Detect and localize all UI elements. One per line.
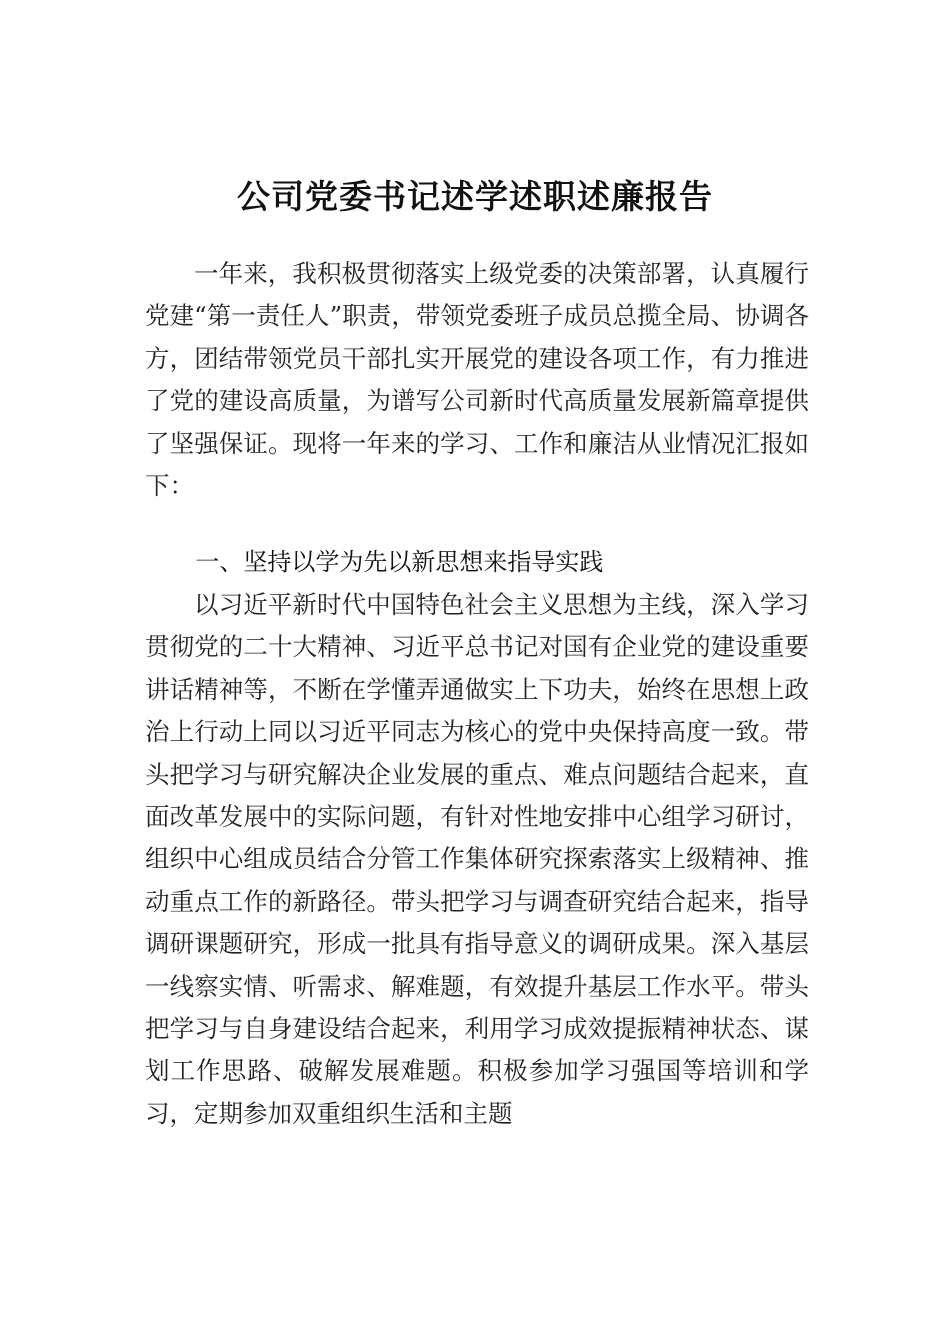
document-title: 公司党委书记述学述职述廉报告 bbox=[237, 177, 713, 216]
section-1-paragraph: 以习近平新时代中国特色社会主义思想为主线，深入学习贯彻党的二十大精神、习近平总书记对国有企业党的建设重要讲话精神等，不断在学懂弄通做实上下功夫，始终在思想上政治上行动上同以习近平同志为核心的党中央保持高度一致。带头把学习与研究解决企业发展的重点、难点问题结合起来，直面改革发展中的实际问题，有针对性地安排中心组学习研讨，组织中心组成员结合分管工作集体研究探索落实上级精神、推动重点工作的新路径。带头把学习与调查研究结合起来，指导调研课题研究，形成一批具有指导意义的调研成果。深入基层一线察实情、听需求、解难题，有效提升基层工作水平。带头把学习与自身建设结合起来，利用学习成效提振精神状态、谋划工作思路、破解发展难题。积极参加学习强国等培训和学习，定期参加双重组织生活和主题 bbox=[145, 590, 809, 1128]
section-heading-1: 一、坚持以学为先以新思想来指导实践 bbox=[195, 548, 604, 576]
intro-paragraph: 一年来，我积极贯彻落实上级党委的决策部署，认真履行党建“第一责任人”职责，带领党委班子成员总揽全局、协调各方，团结带领党员干部扎实开展党的建设各项工作，有力推进了党的建设高质量，为谱写公司新时代高质量发展新篇章提供了坚强保证。现将一年来的学习、工作和廉洁从业情况汇报如下： bbox=[145, 259, 809, 501]
